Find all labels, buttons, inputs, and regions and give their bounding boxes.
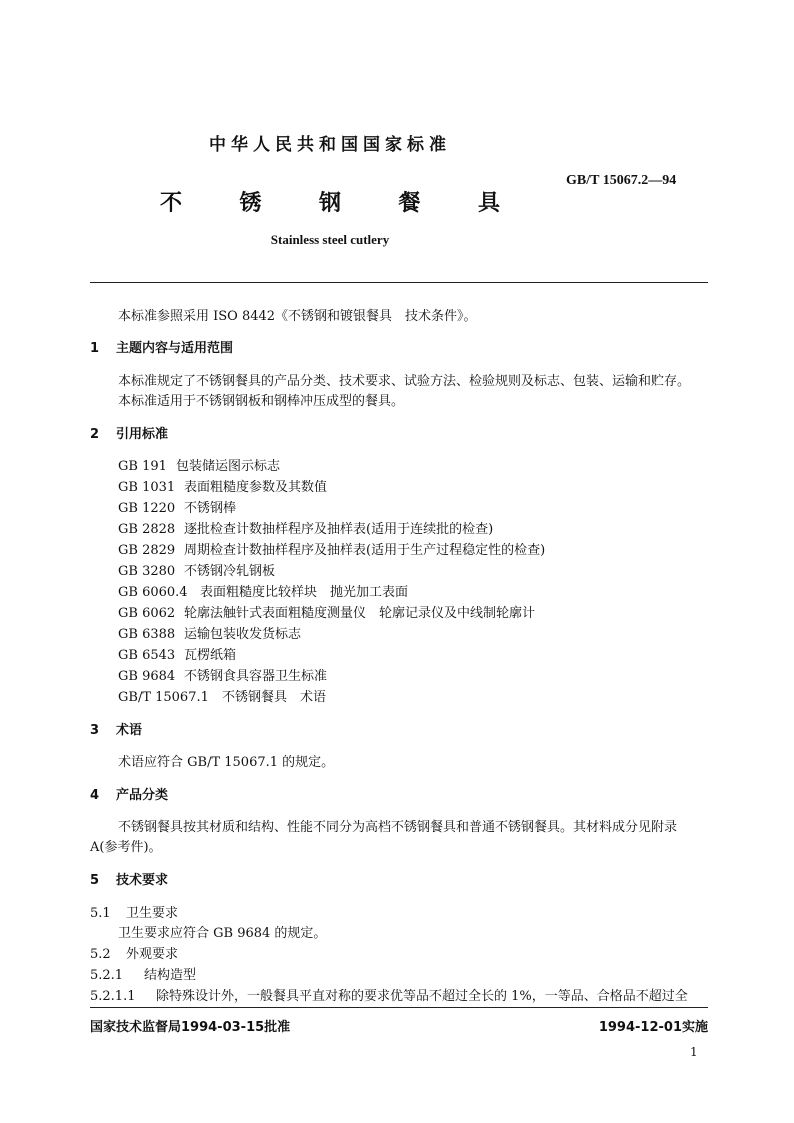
reference-item: GB 6543 瓦楞纸箱 bbox=[118, 648, 237, 663]
section-4-paragraph-line-1: 不锈钢餐具按其材质和结构、性能不同分为高档不锈钢餐具和普通不锈钢餐具。其材料成分见附录 bbox=[118, 820, 678, 835]
title-char: 钢 bbox=[318, 191, 341, 216]
header-divider bbox=[90, 282, 708, 283]
title-char: 具 bbox=[477, 191, 500, 216]
footer-divider bbox=[90, 1007, 708, 1008]
intro-paragraph: 本标准参照采用 ISO 8442《不锈钢和镀银餐具 技术条件》。 bbox=[118, 309, 477, 324]
document-title bbox=[160, 186, 500, 217]
reference-item: GB 191 包装储运图示标志 bbox=[118, 459, 281, 474]
section-2-heading: 2 引用标准 bbox=[90, 427, 169, 442]
section-3-heading: 3 术语 bbox=[90, 723, 143, 738]
english-title: Stainless steel cutlery bbox=[270, 232, 390, 247]
approval-date: 国家技术监督局1994-03-15批准 bbox=[90, 1020, 291, 1035]
issuing-body-heading: 中华人民共和国国家标准 bbox=[209, 135, 451, 155]
title-char: 不 bbox=[160, 191, 183, 216]
reference-item: GB/T 15067.1 不锈钢餐具 术语 bbox=[118, 690, 327, 705]
section-4-heading: 4 产品分类 bbox=[90, 788, 169, 803]
reference-item: GB 6060.4 表面粗糙度比较样块 抛光加工表面 bbox=[118, 585, 409, 600]
subsection-5-2-1-heading: 5.2.1 结构造型 bbox=[90, 968, 197, 983]
reference-item: GB 9684 不锈钢食具容器卫生标准 bbox=[118, 669, 328, 684]
page-number: 1 bbox=[690, 1045, 698, 1059]
section-1-heading: 1 主题内容与适用范围 bbox=[90, 341, 234, 356]
subsection-5-2-1-1-paragraph: 5.2.1.1 除特殊设计外，一般餐具平直对称的要求优等品不超过全长的 1%，一等品、合格品不超过全 bbox=[90, 989, 688, 1004]
reference-item: GB 3280 不锈钢冷轧钢板 bbox=[118, 564, 276, 579]
subsection-5-1-heading: 5.1 卫生要求 bbox=[90, 906, 179, 921]
section-5-heading: 5 技术要求 bbox=[90, 873, 169, 888]
title-char: 锈 bbox=[239, 191, 262, 216]
section-3-paragraph: 术语应符合 GB/T 15067.1 的规定。 bbox=[118, 755, 335, 770]
subsection-5-2-heading: 5.2 外观要求 bbox=[90, 947, 179, 962]
reference-item: GB 6388 运输包装收发货标志 bbox=[118, 627, 302, 642]
reference-item: GB 1220 不锈钢棒 bbox=[118, 501, 237, 516]
section-1-paragraph-2: 本标准适用于不锈钢钢板和钢棒冲压成型的餐具。 bbox=[118, 394, 405, 409]
title-char: 餐 bbox=[398, 191, 421, 216]
section-1-paragraph-1: 本标准规定了不锈钢餐具的产品分类、技术要求、试验方法、检验规则及标志、包装、运输和贮存。 bbox=[118, 374, 691, 389]
standard-number: GB/T 15067.2—94 bbox=[566, 173, 677, 188]
reference-item: GB 6062 轮廓法触针式表面粗糙度测量仪 轮廓记录仪及中线制轮廓计 bbox=[118, 606, 536, 621]
reference-item: GB 2828 逐批检查计数抽样程序及抽样表(适用于连续批的检查) bbox=[118, 522, 494, 537]
section-4-paragraph-line-2: A(参考件)。 bbox=[90, 840, 162, 855]
reference-item: GB 2829 周期检查计数抽样程序及抽样表(适用于生产过程稳定性的检查) bbox=[118, 543, 546, 558]
implementation-date: 1994-12-01实施 bbox=[598, 1020, 708, 1035]
reference-item: GB 1031 表面粗糙度参数及其数值 bbox=[118, 480, 328, 495]
subsection-5-1-paragraph: 卫生要求应符合 GB 9684 的规定。 bbox=[118, 926, 327, 941]
